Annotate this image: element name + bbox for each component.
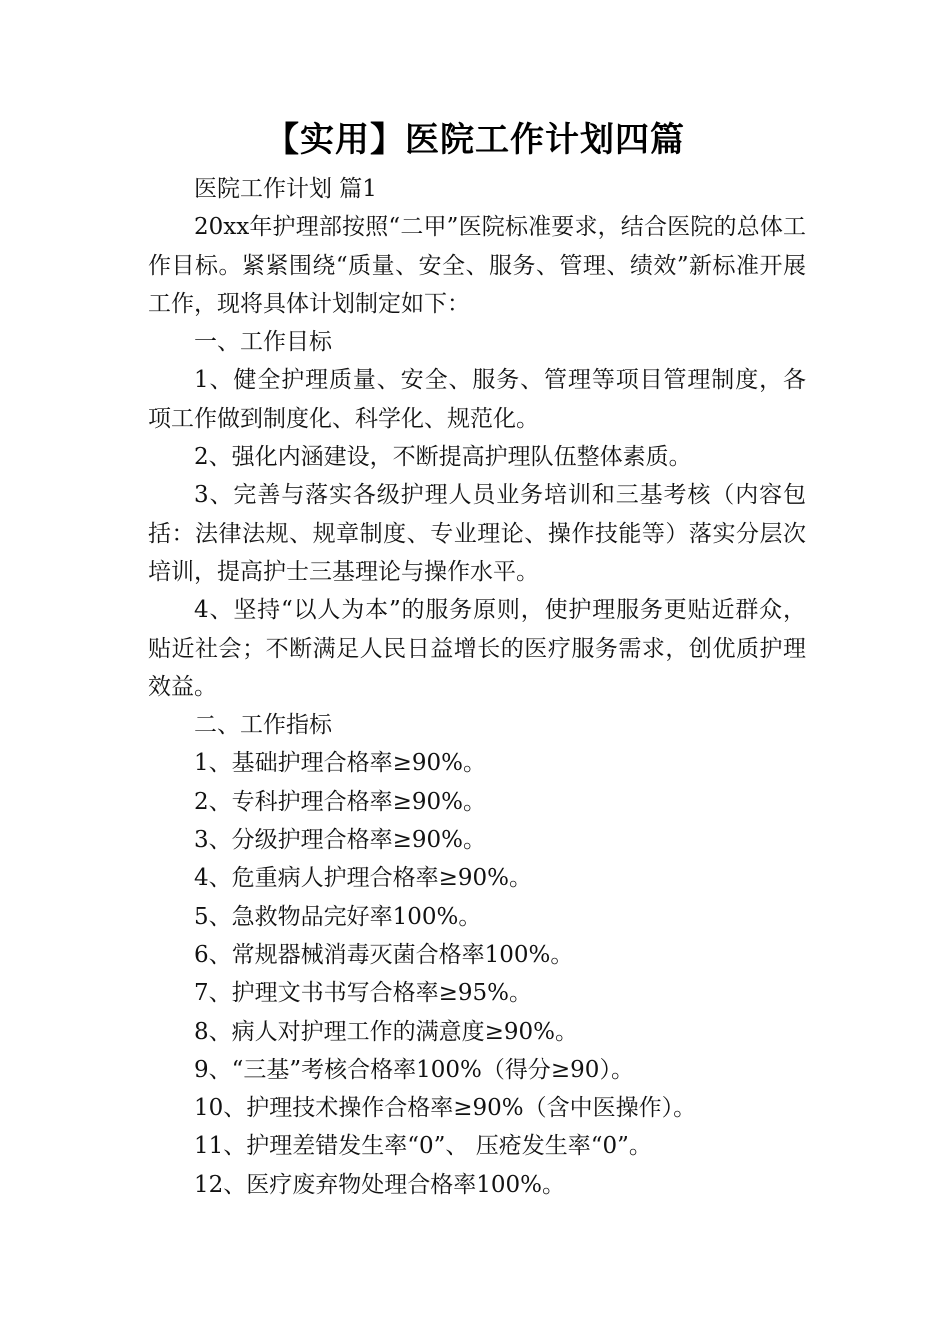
section-heading-plan-1: 医院工作计划 篇1 (194, 176, 377, 202)
indicator-item-10: 10、护理技术操作合格率≥90%（含中医操作）。 (194, 1095, 697, 1122)
indicator-item-1: 1、基础护理合格率≥90%。 (194, 750, 487, 777)
paragraph-intro: 20xx年护理部按照“二甲”医院标准要求，结合医院的总体工作目标。紧紧围绕“质量、安全、服务、管理、绩效”新标准开展工作，现将具体计划制定如下： (148, 214, 806, 317)
document-body (148, 170, 806, 1204)
goal-item-2: 2、强化内涵建设，不断提高护理队伍整体素质。 (194, 444, 692, 471)
indicator-item-6: 6、常规器械消毒灭菌合格率100%。 (194, 941, 574, 968)
indicator-item-2: 2、专科护理合格率≥90%。 (194, 788, 487, 815)
indicator-item-8: 8、病人对护理工作的满意度≥90%。 (194, 1018, 579, 1045)
goal-item-1: 1、健全护理质量、安全、服务、管理等项目管理制度，各项工作做到制度化、科学化、规范化。 (148, 367, 806, 432)
indicator-item-3: 3、分级护理合格率≥90%。 (194, 827, 487, 854)
indicator-item-12: 12、医疗废弃物处理合格率100%。 (194, 1171, 566, 1198)
indicator-item-4: 4、危重病人护理合格率≥90%。 (194, 865, 533, 892)
section-heading-goals: 一、工作目标 (194, 329, 332, 356)
indicator-item-5: 5、急救物品完好率100%。 (194, 903, 482, 930)
section-heading-indicators: 二、工作指标 (194, 712, 332, 739)
goal-item-4: 4、坚持“以人为本”的服务原则，使护理服务更贴近群众，贴近社会；不断满足人民日益增长的医疗服务需求，创优质护理效益。 (148, 597, 806, 700)
indicator-item-9: 9、“三基”考核合格率100%（得分≥90）。 (194, 1056, 634, 1083)
document-title: 【实用】医院工作计划四篇 (265, 120, 685, 160)
indicator-item-11: 11、护理差错发生率“0”、 压疮发生率“0”。 (194, 1133, 652, 1160)
indicator-item-7: 7、护理文书书写合格率≥95%。 (194, 980, 533, 1007)
goal-item-3: 3、完善与落实各级护理人员业务培训和三基考核（内容包括：法律法规、规章制度、专业理论、操作技能等）落实分层次培训，提高护士三基理论与操作水平。 (148, 482, 806, 585)
